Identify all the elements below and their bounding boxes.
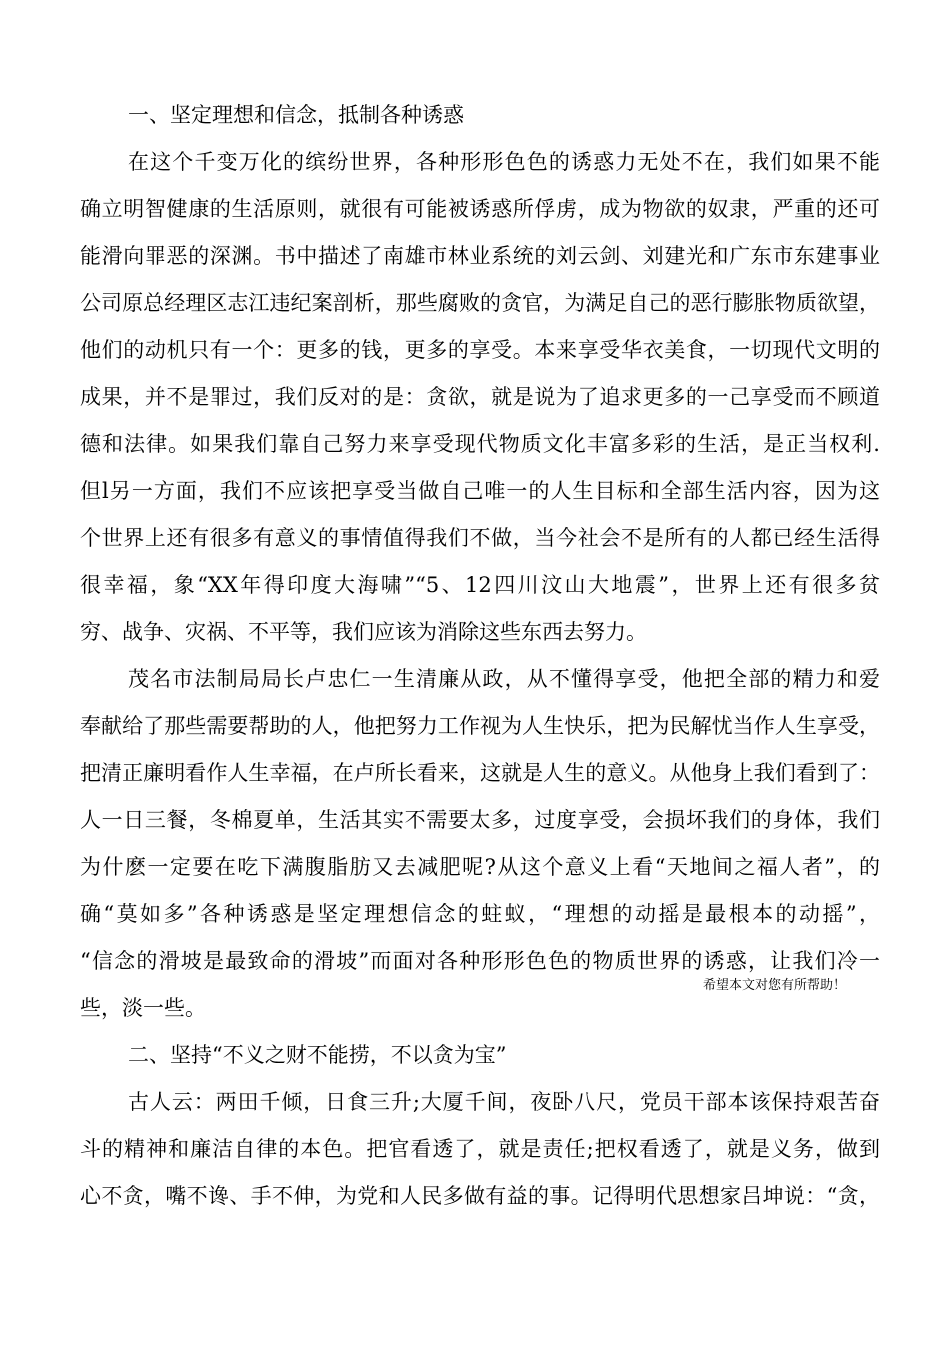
paragraph-line: 能滑向罪恶的深渊。书中描述了南雄市林业系统的刘云剑、刘建光和广东市东建事业 (80, 244, 880, 268)
paragraph-line: 把清正廉明看作人生幸福，在卢所长看来，这就是人生的意义。从他身上我们看到了： (80, 761, 880, 785)
paragraph-line: 为什麽一定要在吃下满腹脂肪又去减肥呢?从这个意义上看“天地间之福人者”，的 (80, 855, 880, 879)
footnote-text: 希望本文对您有所帮助！ (703, 978, 847, 993)
paragraph-line: 德和法律。如果我们靠自己努力来享受现代物质文化丰富多彩的生活，是正当权利. (80, 432, 880, 456)
paragraph-line: 成果，并不是罪过，我们反对的是：贪欲，就是说为了追求更多的一己享受而不顾道 (80, 385, 880, 409)
section-heading-1: 一、坚定理想和信念，抵制各种诱惑 (128, 103, 464, 127)
section-heading-2: 二、坚持“不义之财不能捞，不以贪为宝” (128, 1043, 507, 1067)
paragraph-line: “信念的滑坡是最致命的滑坡”而面对各种形形色色的物质世界的诱惑，让我们冷一 (80, 949, 880, 973)
paragraph-line: 他们的动机只有一个：更多的钱，更多的享受。本来享受华衣美食，一切现代文明的 (80, 338, 880, 362)
paragraph-line: 古人云：两田千倾，日食三升;大厦千间，夜卧八尺，党员干部本该保持艰苦奋 (128, 1090, 880, 1114)
paragraph-line: 很幸福，象“XX年得印度大海啸”“5、12四川汶山大地震”，世界上还有很多贫 (80, 573, 880, 597)
paragraph-line: 穷、战争、灾祸、不平等，我们应该为消除这些东西去努力。 (80, 620, 647, 644)
paragraph-line: 奉献给了那些需要帮助的人，他把努力工作视为人生快乐，把为民解忧当作人生享受， (80, 714, 880, 738)
paragraph-line: 个世界上还有很多有意义的事情值得我们不做，当今社会不是所有的人都已经生活得 (80, 526, 880, 550)
paragraph-line: 人一日三餐，冬棉夏单，生活其实不需要太多，过度享受，会损坏我们的身体，我们 (80, 808, 880, 832)
paragraph-line: 确“莫如多”各种诱惑是坚定理想信念的蛀蚁，“理想的动摇是最根本的动摇”， (80, 902, 880, 926)
paragraph-line: 公司原总经理区志江违纪案剖析，那些腐败的贪官，为满足自己的恶行膨胀物质欲望， (80, 291, 880, 315)
paragraph-line: 但l另一方面，我们不应该把享受当做自己唯一的人生目标和全部生活内容，因为这 (80, 479, 880, 503)
paragraph-line: 斗的精神和廉洁自律的本色。把官看透了，就是责任;把权看透了，就是义务，做到 (80, 1137, 880, 1161)
paragraph-line: 在这个千变万化的缤纷世界，各种形形色色的诱惑力无处不在，我们如果不能 (128, 150, 880, 174)
paragraph-line: 茂名市法制局局长卢忠仁一生清廉从政，从不懂得享受，他把全部的精力和爱 (128, 667, 880, 691)
paragraph-line: 确立明智健康的生活原则，就很有可能被诱惑所俘虏，成为物欲的奴隶，严重的还可 (80, 197, 880, 221)
paragraph-line: 些，淡一些。 (80, 996, 206, 1020)
paragraph-line: 心不贪，嘴不谗、手不伸，为党和人民多做有益的事。记得明代思想家吕坤说：“贪， (80, 1184, 880, 1208)
